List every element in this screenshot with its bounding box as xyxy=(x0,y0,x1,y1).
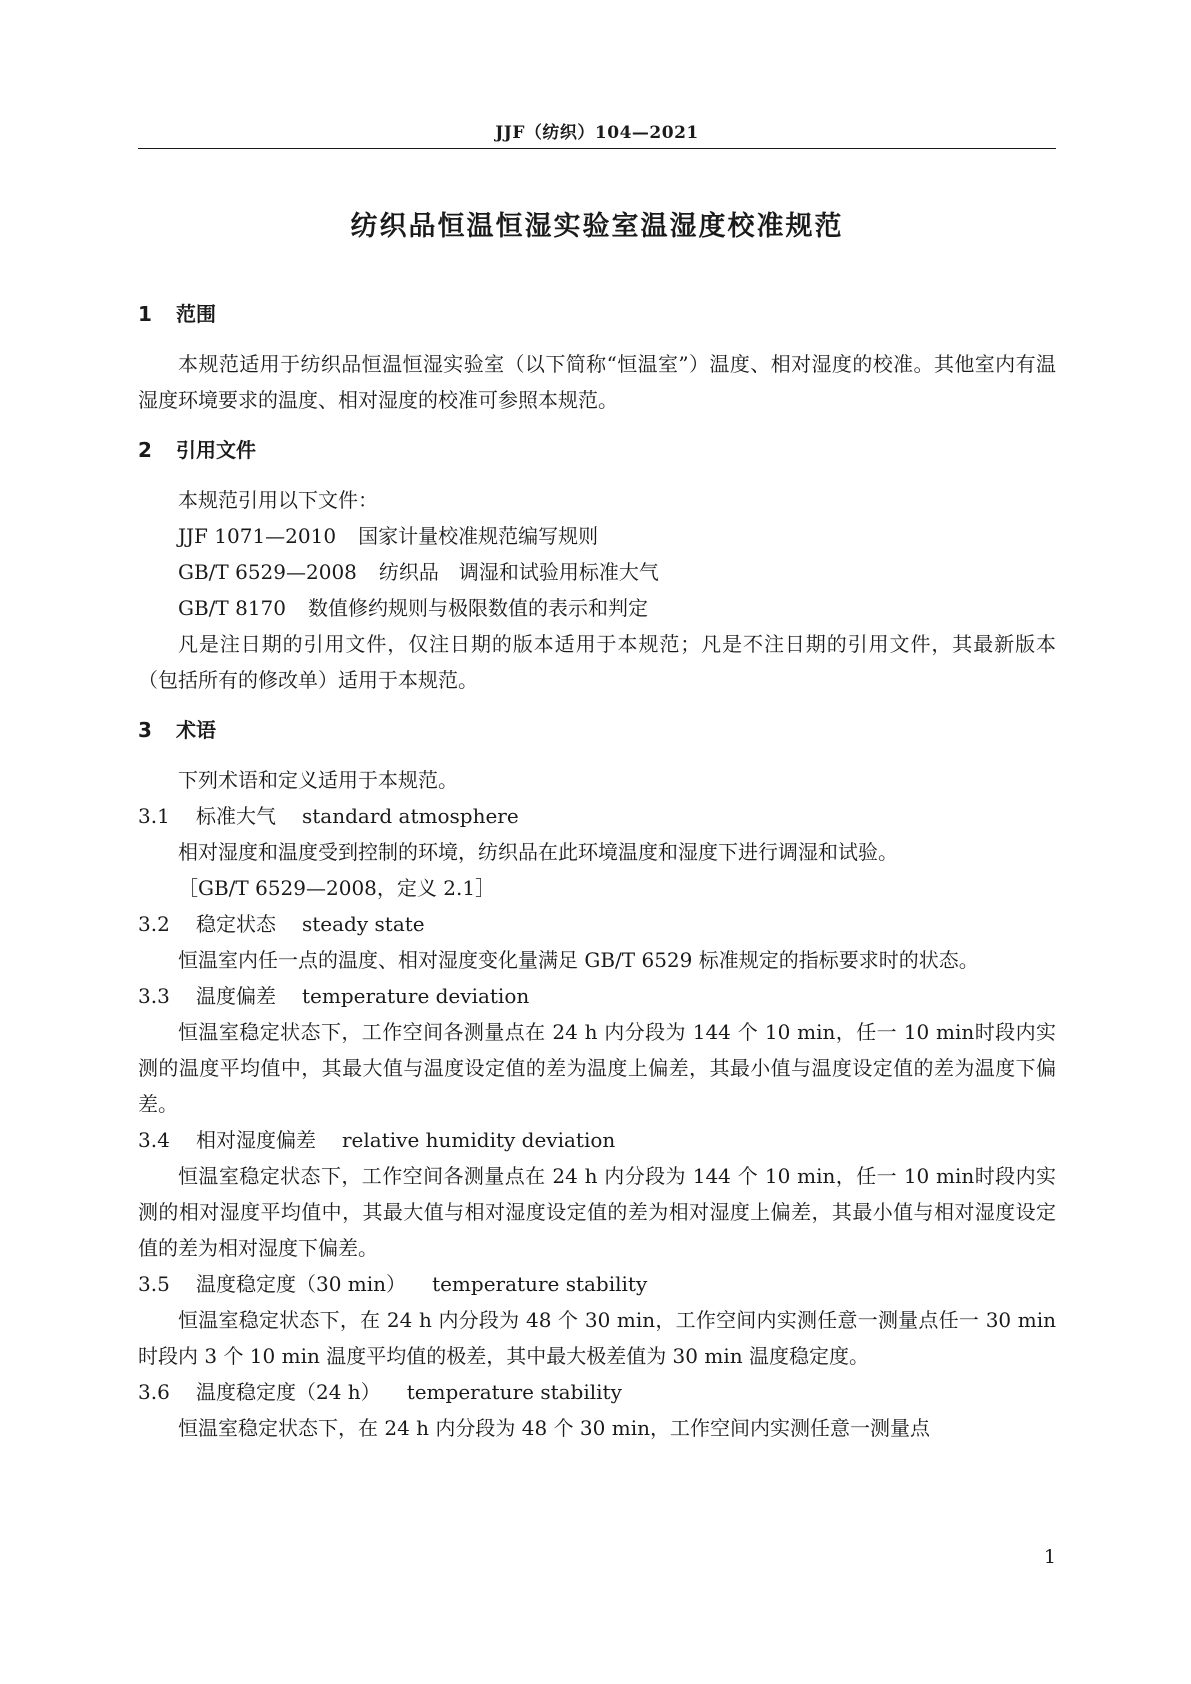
section-title: 术语 xyxy=(176,718,216,742)
section-title: 引用文件 xyxy=(176,438,256,462)
term-english: relative humidity deviation xyxy=(342,1128,616,1152)
term-chinese: 温度稳定度（30 min） xyxy=(196,1272,407,1296)
section-number: 1 xyxy=(138,302,152,326)
term-definition: 恒温室稳定状态下，工作空间各测量点在 24 h 内分段为 144 个 10 min，任一 10 min时段内实测的温度平均值中，其最大值与温度设定值的差为温度上偏差，其最小值与温度设定值的差为温度下偏差。 xyxy=(138,1020,1056,1116)
reference-item xyxy=(138,554,1056,590)
section-1-paragraph: 本规范适用于纺织品恒温恒湿实验室（以下简称“恒温室”）温度、相对湿度的校准。其他室内有温湿度环境要求的温度、相对湿度的校准可参照本规范。 xyxy=(138,352,1056,412)
term-definition: 恒温室稳定状态下，在 24 h 内分段为 48 个 30 min，工作空间内实测任意一测量点 xyxy=(178,1416,930,1440)
running-header: JJF（纺织）104—2021 xyxy=(495,123,699,143)
document-body xyxy=(138,296,1056,1446)
term-english: standard atmosphere xyxy=(302,804,519,828)
term-number: 3.6 xyxy=(138,1380,170,1404)
term-number: 3.1 xyxy=(138,804,170,828)
term-chinese: 温度偏差 xyxy=(196,984,276,1008)
term-number: 3.2 xyxy=(138,912,170,936)
term-source: ［GB/T 6529—2008，定义 2.1］ xyxy=(178,876,496,900)
reference-title: 数值修约规则与极限数值的表示和判定 xyxy=(308,596,649,620)
term-definition: 相对湿度和温度受到控制的环境，纺织品在此环境温度和湿度下进行调湿和试验。 xyxy=(178,840,898,864)
term-3-6 xyxy=(138,1374,1056,1410)
section-2-note: 凡是注日期的引用文件，仅注日期的版本适用于本规范；凡是不注日期的引用文件，其最新版本（包括所有的修改单）适用于本规范。 xyxy=(138,632,1056,692)
term-3-3 xyxy=(138,978,1056,1014)
section-3-intro: 下列术语和定义适用于本规范。 xyxy=(178,768,458,792)
section-3-heading xyxy=(138,712,1056,748)
term-number: 3.3 xyxy=(138,984,170,1008)
term-3-5 xyxy=(138,1266,1056,1302)
term-definition: 恒温室稳定状态下，在 24 h 内分段为 48 个 30 min，工作空间内实测任意一测量点任一 30 min 时段内 3 个 10 min 温度平均值的极差，其中最大极差值为 30 min 温度稳定度。 xyxy=(138,1308,1056,1368)
term-chinese: 温度稳定度（24 h） xyxy=(196,1380,381,1404)
section-2-intro: 本规范引用以下文件： xyxy=(178,488,378,512)
section-2-heading xyxy=(138,432,1056,468)
term-english: steady state xyxy=(302,912,425,936)
reference-code: GB/T 8170 xyxy=(178,596,287,620)
reference-title: 纺织品 调湿和试验用标准大气 xyxy=(378,560,659,584)
term-3-2 xyxy=(138,906,1056,942)
term-english: temperature deviation xyxy=(302,984,530,1008)
term-3-1 xyxy=(138,798,1056,834)
reference-item xyxy=(138,518,1056,554)
term-chinese: 相对湿度偏差 xyxy=(196,1128,316,1152)
section-number: 3 xyxy=(138,718,152,742)
reference-code: JJF 1071—2010 xyxy=(178,524,337,548)
term-3-4 xyxy=(138,1122,1056,1158)
header-rule xyxy=(138,148,1056,149)
reference-item xyxy=(138,590,1056,626)
section-1-heading xyxy=(138,296,1056,332)
document-title: 纺织品恒温恒湿实验室温湿度校准规范 xyxy=(350,211,844,242)
page-number: 1 xyxy=(1043,1546,1056,1568)
term-english: temperature stability xyxy=(432,1272,648,1296)
term-english: temperature stability xyxy=(406,1380,622,1404)
section-number: 2 xyxy=(138,438,152,462)
reference-code: GB/T 6529—2008 xyxy=(178,560,357,584)
term-definition: 恒温室内任一点的温度、相对湿度变化量满足 GB/T 6529 标准规定的指标要求时的状态。 xyxy=(178,948,979,972)
reference-title: 国家计量校准规范编写规则 xyxy=(358,524,599,548)
term-number: 3.5 xyxy=(138,1272,170,1296)
term-chinese: 标准大气 xyxy=(196,804,276,828)
section-title: 范围 xyxy=(176,302,216,326)
term-chinese: 稳定状态 xyxy=(196,912,276,936)
term-definition: 恒温室稳定状态下，工作空间各测量点在 24 h 内分段为 144 个 10 min，任一 10 min时段内实测的相对湿度平均值中，其最大值与相对湿度设定值的差为相对湿度上偏差，其最小值与相对湿度设定值的差为相对湿度下偏差。 xyxy=(138,1164,1056,1260)
term-number: 3.4 xyxy=(138,1128,170,1152)
